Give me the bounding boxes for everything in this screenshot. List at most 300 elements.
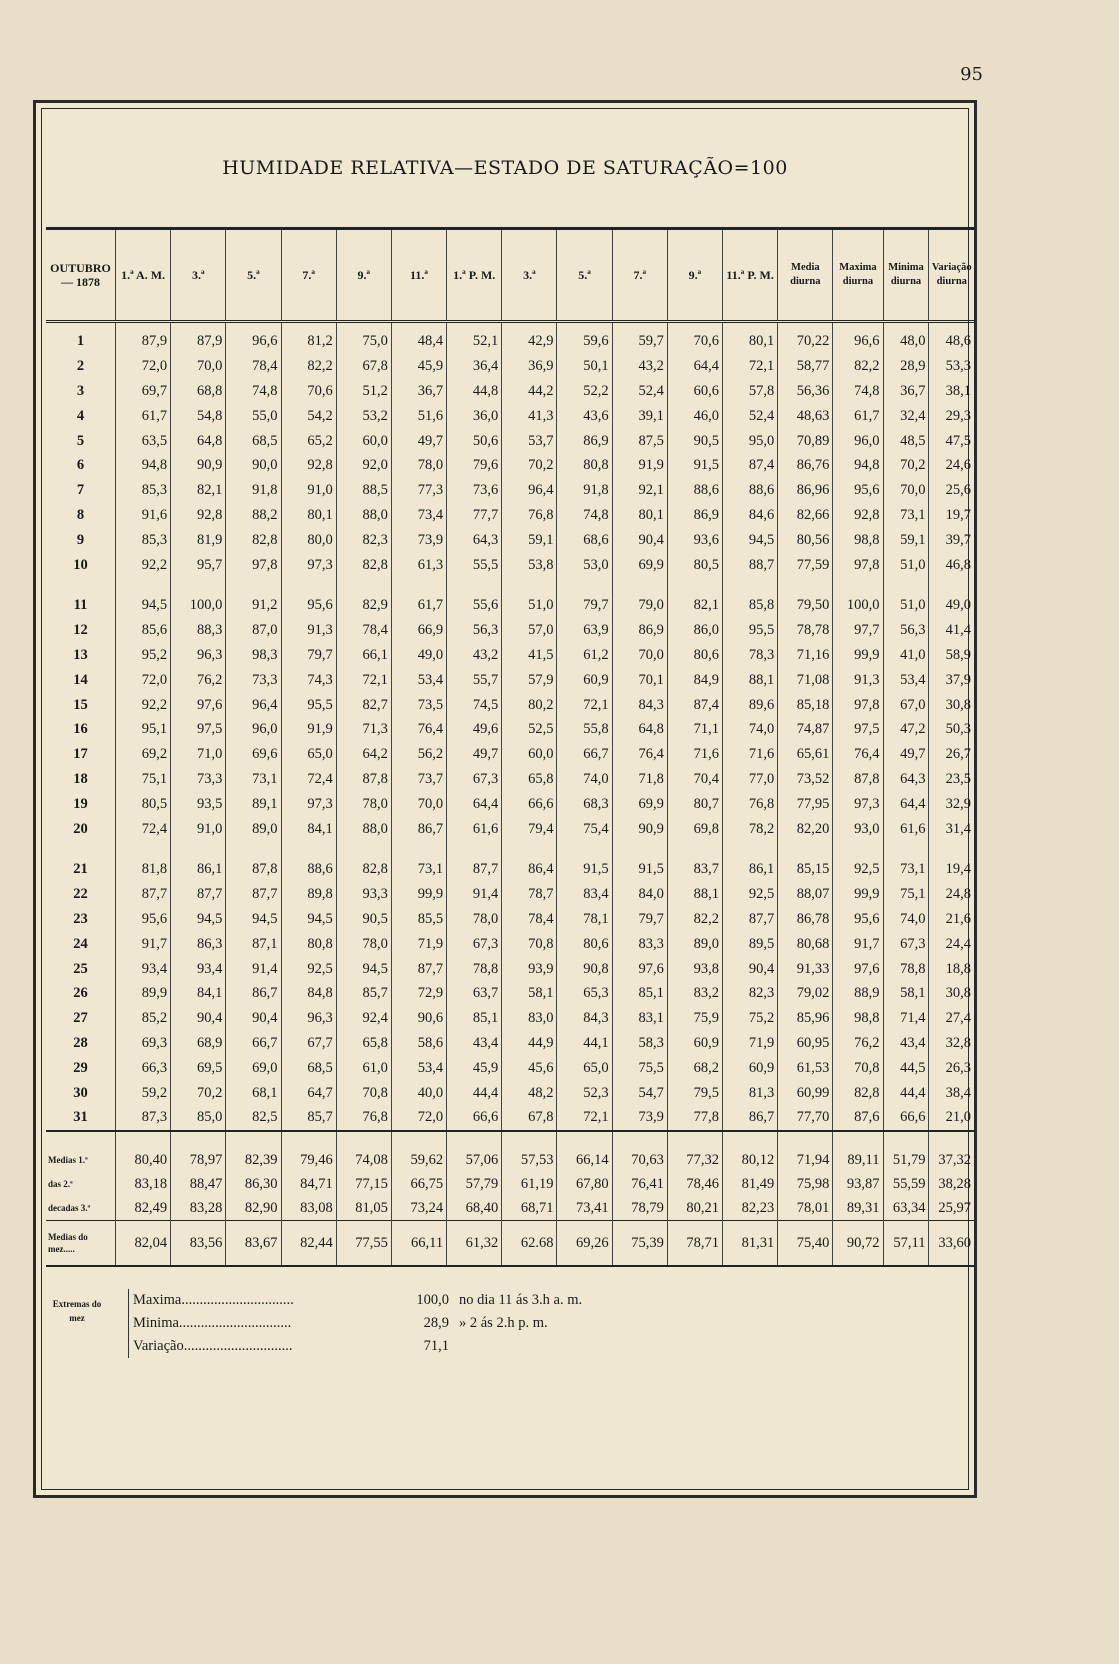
table-cell: 95,1	[115, 717, 170, 742]
table-cell: 44,1	[557, 1031, 612, 1056]
table-cell: 86,7	[391, 816, 446, 841]
table-cell: 41,0	[883, 643, 929, 668]
table-row	[46, 478, 974, 503]
table-cell: 41,3	[502, 403, 557, 428]
row-label: 17	[46, 742, 115, 767]
table-cell: 76,2	[833, 1031, 883, 1056]
table-cell: 80,6	[557, 931, 612, 956]
table-cell: 99,9	[833, 643, 883, 668]
table-cell: 94,5	[171, 907, 226, 932]
table-cell: 93,9	[502, 956, 557, 981]
table-cell: 93,4	[171, 956, 226, 981]
spacer-cell	[778, 577, 833, 593]
table-cell: 42,9	[502, 322, 557, 354]
column-header: Variação diurna	[929, 229, 974, 322]
table-cell: 83,1	[612, 1006, 667, 1031]
table-cell: 78,0	[336, 931, 391, 956]
table-cell: 75,2	[723, 1006, 778, 1031]
spacer-cell	[46, 1131, 115, 1148]
table-cell: 60,6	[667, 379, 722, 404]
table-cell: 82,7	[336, 692, 391, 717]
table-cell: 90,9	[612, 816, 667, 841]
table-cell: 65,8	[336, 1031, 391, 1056]
table-cell: 30,8	[945, 985, 971, 1002]
table-cell: 85,1	[447, 1006, 502, 1031]
table-row	[46, 552, 974, 577]
table-row	[46, 527, 974, 552]
table-cell: 77,32	[667, 1148, 722, 1172]
table-cell: 93,6	[667, 527, 722, 552]
table-cell: 73,41	[557, 1196, 612, 1221]
table-cell: 26,3	[945, 1059, 971, 1076]
table-cell: 24,6	[945, 457, 971, 474]
table-cell: 57,0	[502, 618, 557, 643]
table-cell: 94,5	[115, 593, 170, 618]
table-cell: 74,3	[281, 667, 336, 692]
table-cell: 77,0	[723, 767, 778, 792]
table-row	[46, 1105, 974, 1131]
row-label: 10	[46, 552, 115, 577]
table-cell: 58,9	[945, 646, 971, 663]
spacer-cell	[336, 577, 391, 593]
table-cell: 72,0	[391, 1105, 446, 1131]
spacer-cell	[171, 1131, 226, 1148]
spacer-cell	[391, 577, 446, 593]
table-cell: 87,4	[667, 692, 722, 717]
table-cell: 80,8	[557, 453, 612, 478]
spacer-cell	[447, 841, 502, 857]
table-cell: 41,4	[945, 622, 971, 639]
table-row	[46, 1080, 974, 1105]
table-cell: 70,4	[667, 767, 722, 792]
table-cell: 86,9	[667, 503, 722, 528]
table-cell: 96,4	[502, 478, 557, 503]
table-cell: 69,9	[612, 552, 667, 577]
table-cell: 61,32	[447, 1220, 502, 1266]
table-cell: 65,2	[281, 428, 336, 453]
row-label: 31	[46, 1105, 115, 1131]
table-cell: 85,3	[115, 478, 170, 503]
table-cell: 70,8	[502, 931, 557, 956]
table-cell: 69,9	[612, 791, 667, 816]
table-cell: 79,5	[667, 1080, 722, 1105]
table-cell: 67,8	[336, 354, 391, 379]
table-cell: 57,9	[502, 667, 557, 692]
table-cell: 76,4	[833, 742, 883, 767]
spacer-cell	[281, 841, 336, 857]
table-cell: 52,1	[447, 322, 502, 354]
table-cell: 80,0	[281, 527, 336, 552]
row-label: 28	[46, 1031, 115, 1056]
table-cell: 94,8	[833, 453, 883, 478]
table-cell: 77,15	[336, 1172, 391, 1196]
table-cell: 90,6	[391, 1006, 446, 1031]
table-cell: 78,8	[447, 956, 502, 981]
spacer-cell	[929, 841, 974, 857]
column-header: Maxima diurna	[833, 229, 883, 322]
table-cell: 87,9	[171, 322, 226, 354]
table-cell: 95,7	[171, 552, 226, 577]
table-cell: 68,9	[171, 1031, 226, 1056]
table-cell: 86,78	[778, 907, 833, 932]
table-cell: 71,9	[723, 1031, 778, 1056]
spacer-cell	[447, 1131, 502, 1148]
table-cell: 82,23	[723, 1196, 778, 1221]
column-header: 7.ª	[612, 229, 667, 322]
extreme-label: Minima...............................	[133, 1315, 292, 1331]
table-cell: 85,7	[336, 981, 391, 1006]
table-cell: 97,6	[612, 956, 667, 981]
table-row	[46, 692, 974, 717]
table-cell: 62.68	[502, 1220, 557, 1266]
table-cell: 82,8	[833, 1080, 883, 1105]
extreme-value: 71,1	[423, 1338, 449, 1354]
table-cell: 58,6	[391, 1031, 446, 1056]
table-cell: 91,0	[281, 478, 336, 503]
table-cell: 45,9	[447, 1055, 502, 1080]
table-cell: 67,3	[883, 931, 929, 956]
table-cell: 90,5	[336, 907, 391, 932]
column-header: 3.ª	[502, 229, 557, 322]
table-cell: 91,3	[833, 667, 883, 692]
spacer-cell	[226, 577, 281, 593]
table-cell: 73,24	[391, 1196, 446, 1221]
table-cell: 33,60	[929, 1220, 974, 1266]
table-cell: 66,6	[502, 791, 557, 816]
table-cell: 82,8	[336, 552, 391, 577]
table-cell: 77,8	[667, 1105, 722, 1131]
table-cell: 49,7	[391, 428, 446, 453]
table-cell: 80,68	[778, 931, 833, 956]
table-cell: 71,08	[778, 667, 833, 692]
table-cell: 84,1	[171, 981, 226, 1006]
spacer-cell	[281, 1131, 336, 1148]
table-cell: 97,8	[833, 692, 883, 717]
table-cell: 70,6	[281, 379, 336, 404]
column-header: 11.ª P. M.	[723, 229, 778, 322]
table-cell: 86,30	[226, 1172, 281, 1196]
spacer-cell	[778, 841, 833, 857]
table-cell: 29,3	[945, 407, 971, 424]
table-cell: 31,4	[945, 820, 971, 837]
table-cell: 64,4	[447, 791, 502, 816]
table-cell: 98,8	[833, 527, 883, 552]
table-cell: 87,7	[226, 882, 281, 907]
table-frame-inner	[41, 108, 972, 1490]
table-cell: 86,7	[723, 1105, 778, 1131]
table-cell: 86,1	[723, 857, 778, 882]
table-cell: 68,40	[447, 1196, 502, 1221]
table-cell: 67,8	[502, 1105, 557, 1131]
table-cell: 64,8	[171, 428, 226, 453]
table-cell: 53,2	[336, 403, 391, 428]
table-cell: 45,6	[502, 1055, 557, 1080]
table-cell: 82,8	[336, 857, 391, 882]
row-label: 3	[46, 379, 115, 404]
decade-mean-row	[46, 1148, 974, 1172]
spacer-cell	[391, 841, 446, 857]
table-cell: 74,87	[778, 717, 833, 742]
spacer-row	[46, 1131, 974, 1148]
table-cell: 38,1	[945, 382, 971, 399]
table-cell: 78,78	[778, 618, 833, 643]
table-cell: 82,90	[226, 1196, 281, 1221]
table-cell: 68,1	[226, 1080, 281, 1105]
table-cell: 66,14	[557, 1148, 612, 1172]
row-label: 22	[46, 882, 115, 907]
table-cell: 58,3	[612, 1031, 667, 1056]
table-cell: 69,26	[557, 1220, 612, 1266]
table-cell: 58,1	[502, 981, 557, 1006]
table-cell: 70,8	[336, 1080, 391, 1105]
table-cell: 70,1	[612, 667, 667, 692]
humidity-table	[46, 227, 974, 1267]
table-cell: 61,6	[883, 816, 929, 841]
table-cell: 69,3	[115, 1031, 170, 1056]
table-cell: 59,6	[557, 322, 612, 354]
table-cell: 91,3	[281, 618, 336, 643]
spacer-cell	[226, 841, 281, 857]
table-cell: 78,2	[723, 816, 778, 841]
table-cell: 87,9	[115, 322, 170, 354]
table-cell: 81,31	[723, 1220, 778, 1266]
table-cell: 91,0	[171, 816, 226, 841]
decade-mean-row	[46, 1196, 974, 1221]
table-cell: 79,7	[557, 593, 612, 618]
table-cell: 82,44	[281, 1220, 336, 1266]
table-cell: 36,9	[502, 354, 557, 379]
table-cell: 88,5	[336, 478, 391, 503]
spacer-cell	[833, 841, 883, 857]
spacer-cell	[929, 1131, 974, 1148]
table-cell: 69,5	[171, 1055, 226, 1080]
table-cell: 71,0	[171, 742, 226, 767]
table-cell: 79,02	[778, 981, 833, 1006]
table-cell: 89,9	[115, 981, 170, 1006]
spacer-cell	[502, 1131, 557, 1148]
table-cell: 83,0	[502, 1006, 557, 1031]
table-cell: 81,9	[171, 527, 226, 552]
table-cell: 92,1	[612, 478, 667, 503]
table-cell: 82,2	[833, 354, 883, 379]
row-label: 9	[46, 527, 115, 552]
table-row	[46, 907, 974, 932]
table-cell: 71,8	[612, 767, 667, 792]
table-cell: 63,5	[115, 428, 170, 453]
table-cell: 78,0	[391, 453, 446, 478]
column-header: 3.ª	[171, 229, 226, 322]
spacer-cell	[883, 1131, 929, 1148]
table-cell: 66,6	[447, 1105, 502, 1131]
table-cell: 71,6	[723, 742, 778, 767]
table-cell: 93,8	[667, 956, 722, 981]
table-cell: 96,3	[281, 1006, 336, 1031]
table-cell: 78,4	[502, 907, 557, 932]
spacer-cell	[723, 1131, 778, 1148]
spacer-cell	[46, 577, 115, 593]
table-cell: 79,50	[778, 593, 833, 618]
table-cell: 68,5	[226, 428, 281, 453]
table-row	[46, 791, 974, 816]
table-cell: 85,1	[612, 981, 667, 1006]
spacer-cell	[171, 577, 226, 593]
table-row	[46, 618, 974, 643]
column-header: 1.ª P. M.	[447, 229, 502, 322]
table-row	[46, 882, 974, 907]
table-cell: 80,8	[281, 931, 336, 956]
table-cell: 48,5	[883, 428, 929, 453]
table-cell: 88,2	[226, 503, 281, 528]
spacer-cell	[667, 577, 722, 593]
table-cell: 60,99	[778, 1080, 833, 1105]
table-cell: 71,3	[336, 717, 391, 742]
table-cell: 61,3	[391, 552, 446, 577]
table-cell: 87,0	[226, 618, 281, 643]
spacer-cell	[115, 577, 170, 593]
table-cell: 61,0	[336, 1055, 391, 1080]
table-frame	[33, 100, 977, 1498]
table-cell: 82,20	[778, 816, 833, 841]
table-cell: 68,5	[281, 1055, 336, 1080]
table-cell: 95,5	[281, 692, 336, 717]
table-cell: 89,0	[667, 931, 722, 956]
table-cell: 78,01	[778, 1196, 833, 1221]
table-cell: 99,9	[391, 882, 446, 907]
table-cell: 82,1	[171, 478, 226, 503]
table-cell: 88,6	[667, 478, 722, 503]
table-cell: 83,67	[226, 1220, 281, 1266]
table-cell: 73,52	[778, 767, 833, 792]
table-cell: 81,8	[115, 857, 170, 882]
spacer-cell	[557, 577, 612, 593]
table-row	[46, 1055, 974, 1080]
table-cell: 66,6	[883, 1105, 929, 1131]
table-cell: 70,0	[171, 354, 226, 379]
table-row	[46, 428, 974, 453]
table-cell: 82,1	[667, 593, 722, 618]
table-cell: 83,3	[612, 931, 667, 956]
table-cell: 78,0	[336, 791, 391, 816]
table-cell: 59,7	[612, 322, 667, 354]
spacer-cell	[723, 577, 778, 593]
table-cell: 88,3	[171, 618, 226, 643]
table-cell: 67,0	[883, 692, 929, 717]
table-cell: 43,4	[447, 1031, 502, 1056]
table-cell: 78,1	[557, 907, 612, 932]
table-cell: 56,2	[391, 742, 446, 767]
row-label: 2	[46, 354, 115, 379]
table-cell: 72,1	[557, 692, 612, 717]
table-cell: 94,5	[336, 956, 391, 981]
table-cell: 84,8	[281, 981, 336, 1006]
table-cell: 80,12	[723, 1148, 778, 1172]
spacer-cell	[883, 841, 929, 857]
table-cell: 55,6	[447, 593, 502, 618]
table-cell: 90,9	[171, 453, 226, 478]
table-cell: 66,7	[226, 1031, 281, 1056]
table-cell: 51,2	[336, 379, 391, 404]
table-row	[46, 503, 974, 528]
table-cell: 66,9	[391, 618, 446, 643]
table-cell: 74,0	[723, 717, 778, 742]
table-cell: 56,3	[447, 618, 502, 643]
table-cell: 63,9	[557, 618, 612, 643]
table-cell: 97,7	[833, 618, 883, 643]
table-cell: 80,5	[115, 791, 170, 816]
table-cell: 75,5	[612, 1055, 667, 1080]
row-label: 8	[46, 503, 115, 528]
spacer-cell	[557, 841, 612, 857]
table-cell: 72,0	[115, 667, 170, 692]
table-cell: 84,1	[281, 816, 336, 841]
table-cell: 93,4	[115, 956, 170, 981]
table-cell: 70,2	[883, 453, 929, 478]
table-cell: 64,7	[281, 1080, 336, 1105]
table-cell: 51,0	[883, 593, 929, 618]
table-cell: 48,63	[778, 403, 833, 428]
column-header: 5.ª	[226, 229, 281, 322]
table-cell: 72,1	[557, 1105, 612, 1131]
table-cell: 77,55	[336, 1220, 391, 1266]
table-cell: 81,49	[723, 1172, 778, 1196]
table-cell: 44,5	[883, 1055, 929, 1080]
table-cell: 78,79	[612, 1196, 667, 1221]
table-cell: 49,0	[391, 643, 446, 668]
table-cell: 91,6	[115, 503, 170, 528]
table-cell: 39,7	[945, 531, 971, 548]
table-cell: 91,9	[281, 717, 336, 742]
table-cell: 76,4	[391, 717, 446, 742]
table-cell: 87,1	[226, 931, 281, 956]
row-label: 16	[46, 717, 115, 742]
table-cell: 80,2	[502, 692, 557, 717]
table-cell: 73,1	[883, 503, 929, 528]
table-cell: 79,4	[502, 816, 557, 841]
column-header: Minima diurna	[883, 229, 929, 322]
table-cell: 88,6	[723, 478, 778, 503]
table-cell: 44,8	[447, 379, 502, 404]
table-cell: 91,4	[447, 882, 502, 907]
table-cell: 77,3	[391, 478, 446, 503]
extremes-rows	[128, 1289, 582, 1358]
spacer-cell	[447, 577, 502, 593]
table-cell: 70,0	[883, 478, 929, 503]
column-header: 7.ª	[281, 229, 336, 322]
spacer-cell	[557, 1131, 612, 1148]
table-cell: 67,80	[557, 1172, 612, 1196]
table-cell: 84,3	[612, 692, 667, 717]
table-cell: 45,9	[391, 354, 446, 379]
table-cell: 78,71	[667, 1220, 722, 1266]
table-row	[46, 667, 974, 692]
table-cell: 75,98	[778, 1172, 833, 1196]
table-cell: 26,7	[945, 746, 971, 763]
table-cell: 55,59	[883, 1172, 929, 1196]
table-row	[46, 931, 974, 956]
extreme-label: Variação..............................	[133, 1338, 293, 1354]
spacer-row	[46, 577, 974, 593]
table-cell: 78,97	[171, 1148, 226, 1172]
table-cell: 97,3	[833, 791, 883, 816]
spacer-cell	[833, 577, 883, 593]
spacer-cell	[502, 841, 557, 857]
table-cell: 93,5	[171, 791, 226, 816]
table-cell: 81,05	[336, 1196, 391, 1221]
spacer-cell	[612, 1131, 667, 1148]
table-cell: 90,5	[667, 428, 722, 453]
table-cell: 76,8	[336, 1105, 391, 1131]
table-cell: 55,8	[557, 717, 612, 742]
